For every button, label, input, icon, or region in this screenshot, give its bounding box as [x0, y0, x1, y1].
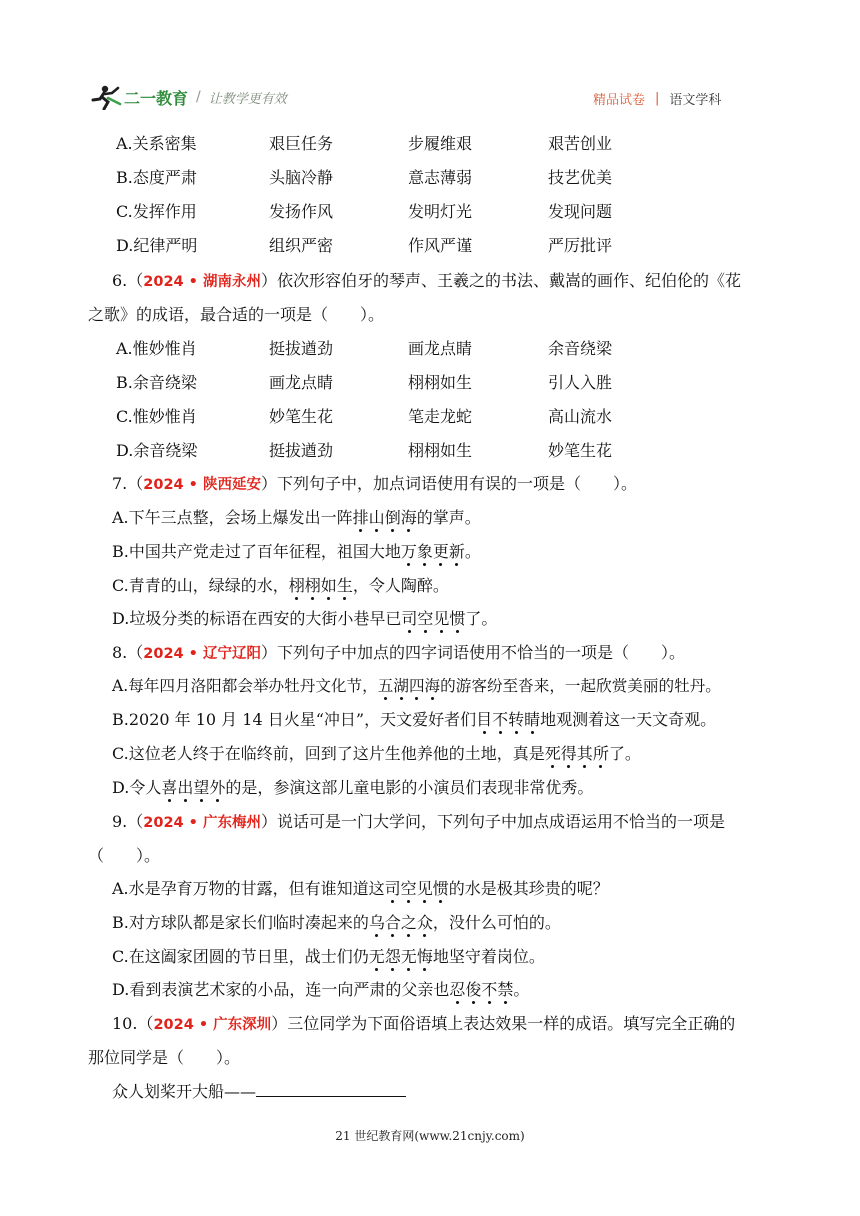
q6-source: 2024 • 湖南永州	[143, 274, 262, 290]
tag-divider: |	[655, 91, 660, 106]
page-header	[0, 0, 860, 120]
page-footer: 21 世纪教育网(www.21cnjy.com)	[335, 1129, 525, 1143]
brand-name: 二一教育	[124, 88, 189, 108]
q9-option-b: B.对方球队都是家长们临时凑起来的乌合之众，没什么可怕的。	[112, 913, 561, 932]
q5-option-a-3: 步履维艰	[408, 134, 473, 153]
q10-source: 2024 • 广东深圳	[153, 1017, 272, 1033]
q9-source: 2024 • 广东梅州	[143, 815, 262, 831]
q6-option-c-3: 笔走龙蛇	[408, 407, 473, 426]
q7-option-a: A.下午三点整，会场上爆发出一阵排山倒海的掌声。	[112, 508, 481, 527]
q5-option-a: A.关系密集	[116, 134, 197, 153]
q6-stem: 6.（2024 • 湖南永州）依次形容伯牙的琴声、王羲之的书法、戴嵩的画作、纪伯伦的《花	[112, 271, 742, 290]
q7-option-d: D.垃圾分类的标语在西安的大街小巷早已司空见惯了。	[112, 609, 498, 628]
q10-stem-line2: 那位同学是（ ）。	[88, 1048, 241, 1067]
q7-stem: 7.（2024 • 陕西延安）下列句子中，加点词语使用有误的一项是（ ）。	[112, 474, 638, 493]
q5-option-b: B.态度严肃	[116, 168, 197, 187]
header-tags	[593, 89, 721, 108]
q6-option-a: A.惟妙惟肖	[116, 339, 197, 358]
q9-stem-line2: （ ）。	[88, 846, 161, 865]
q5-option-c-3: 发明灯光	[408, 202, 473, 221]
q8-option-b: B.2020 年 10 月 14 日火星“冲日”，天文爱好者们目不转睛地观测着这一天文奇观。	[112, 710, 717, 729]
q6-option-d-2: 挺拔遒劲	[269, 441, 334, 460]
q5-option-b-3: 意志薄弱	[408, 168, 473, 187]
q5-option-d-4: 严厉批评	[548, 236, 613, 255]
q7-source: 2024 • 陕西延安	[143, 477, 262, 493]
q6-option-c-2: 妙笔生花	[269, 407, 334, 426]
q10-stem: 10.（2024 • 广东深圳）三位同学为下面俗语填上表达效果一样的成语。填写完全正确的	[112, 1014, 736, 1033]
brand-separator: /	[196, 89, 201, 105]
q8-source: 2024 • 辽宁辽阳	[143, 646, 262, 662]
q8-option-a: A.每年四月洛阳都会举办牡丹文化节，五湖四海的游客纷至沓来，一起欣赏美丽的牡丹。	[112, 677, 721, 695]
q5-option-d-3: 作风严谨	[408, 236, 473, 255]
q6-option-b: B.余音绕梁	[116, 373, 197, 392]
q6-option-b-2: 画龙点睛	[269, 373, 334, 392]
q5-option-c-4: 发现问题	[548, 202, 613, 221]
q9-option-d: D.看到表演艺术家的小品，连一向严肃的父亲也忍俊不禁。	[112, 980, 530, 999]
brand-slogan: 让教学更有效	[208, 91, 287, 107]
q5-option-c-2: 发扬作风	[269, 202, 334, 221]
q9-option-c: C.在这阖家团圆的节日里，战士们仍无怨无悔地坚守着岗位。	[112, 947, 545, 966]
tag-subject: 语文学科	[669, 93, 722, 108]
q5-option-b-4: 技艺优美	[548, 168, 613, 187]
q8-option-c: C.这位老人终于在临终前，回到了这片生他养他的土地，真是死得其所了。	[112, 744, 641, 763]
q9-option-a: A.水是孕育万物的甘露，但有谁知道这司空见惯的水是极其珍贵的呢？	[112, 879, 609, 898]
q5-option-d-2: 组织严密	[269, 236, 334, 255]
q6-option-a-4: 余音绕梁	[548, 339, 613, 358]
q5-option-d: D.纪律严明	[116, 236, 198, 255]
q8-option-d: D.令人喜出望外的是，参演这部儿童电影的小演员们表现非常优秀。	[112, 778, 594, 797]
q6-option-d: D.余音绕梁	[116, 441, 198, 460]
q6-stem-line2: 之歌》的成语，最合适的一项是（ ）。	[88, 305, 385, 324]
q5-option-b-2: 头脑冷静	[269, 168, 334, 187]
q5-option-a-2: 艰巨任务	[269, 134, 334, 153]
q7-option-c: C.青青的山，绿绿的水，栩栩如生，令人陶醉。	[112, 576, 449, 595]
q5-option-a-4: 艰苦创业	[548, 134, 613, 153]
q7-option-b: B.中国共产党走过了百年征程，祖国大地万象更新。	[112, 542, 481, 561]
answer-blank[interactable]	[256, 1082, 406, 1097]
runner-logo-icon	[88, 84, 122, 110]
brand-logo	[88, 84, 287, 110]
tag-premium-paper: 精品试卷	[593, 93, 646, 108]
q6-option-c: C.惟妙惟肖	[116, 407, 197, 426]
q6-option-d-3: 栩栩如生	[408, 441, 473, 460]
q6-option-a-2: 挺拔遒劲	[269, 339, 334, 358]
q5-option-c: C.发挥作用	[116, 202, 197, 221]
q6-option-d-4: 妙笔生花	[548, 441, 613, 460]
q9-stem: 9.（2024 • 广东梅州）说话可是一门大学问，下列句子中加点成语运用不恰当的一项是	[112, 812, 726, 831]
q6-option-b-4: 引人入胜	[548, 373, 613, 392]
q6-option-c-4: 高山流水	[548, 407, 613, 426]
q6-option-b-3: 栩栩如生	[408, 373, 473, 392]
q8-stem: 8.（2024 • 辽宁辽阳）下列句子中加点的四字词语使用不恰当的一项是（ ）。	[112, 643, 686, 662]
q6-option-a-3: 画龙点睛	[408, 339, 473, 358]
q10-proverb: 众人划桨开大船——	[112, 1079, 406, 1102]
